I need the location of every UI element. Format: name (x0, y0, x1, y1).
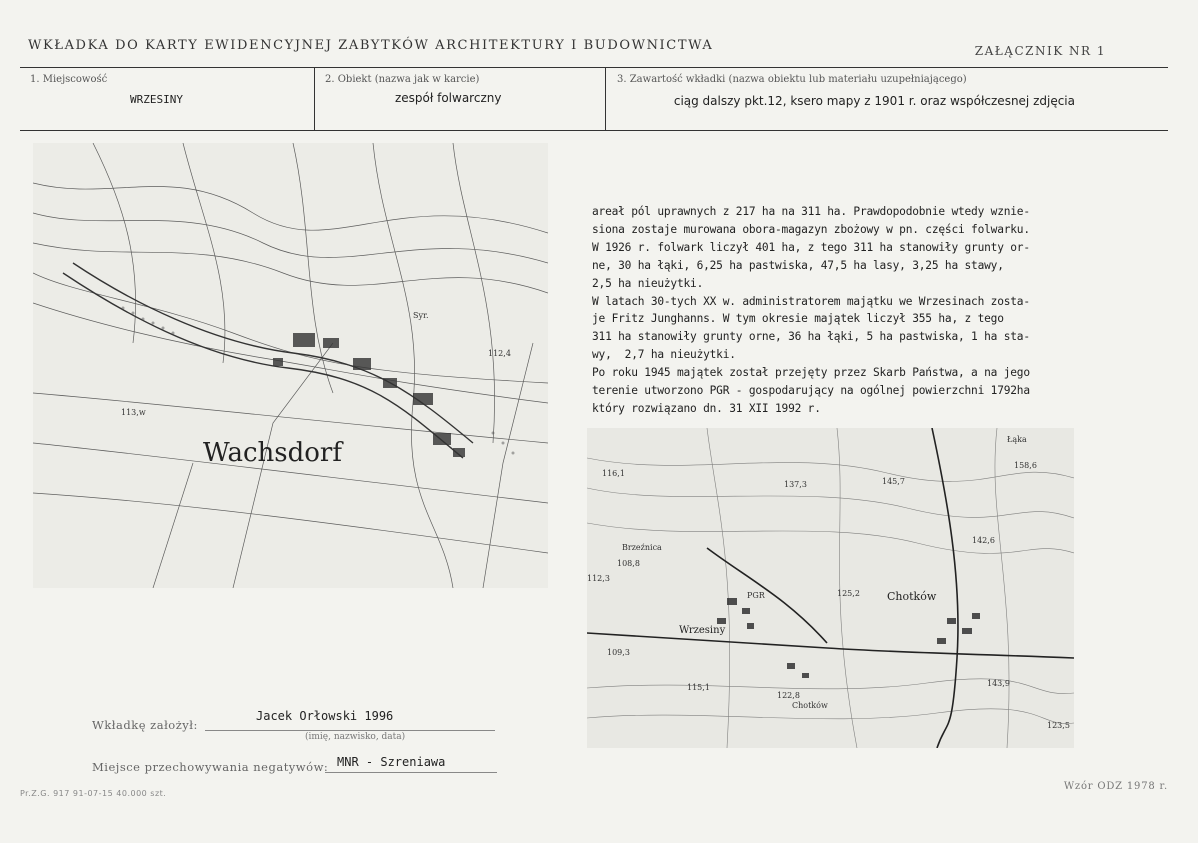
map-label: Łąka (1007, 435, 1027, 444)
text-line: wy, 2,7 ha nieużytki. (592, 348, 736, 362)
locality-label: 1. Miejscowość (30, 74, 108, 85)
created-by-line (205, 730, 495, 731)
historical-map-drawing (33, 143, 548, 588)
map-label: 112,3 (587, 574, 610, 583)
text-line: W 1926 r. folwark liczył 401 ha, z tego 311 ha stanowiły grunty or- (592, 240, 1030, 254)
modern-map-image (587, 428, 1074, 748)
text-line: je Fritz Junghanns. W tym okresie majątek liczył 355 ha, z tego (592, 312, 1004, 326)
map-spot-height: 113,w (121, 408, 146, 417)
negatives-value: MNR - Szreniawa (337, 755, 446, 769)
map-label: 137,3 (784, 480, 807, 489)
contents-label: 3. Zawartość wkładki (nazwa obiektu lub materiału uzupełniającego) (617, 74, 967, 85)
map-label: 116,1 (602, 469, 625, 478)
text-line: areał pól uprawnych z 217 ha na 311 ha. Prawdopodobnie wtedy wznie- (592, 205, 1030, 218)
map-label: Chotków (887, 590, 937, 603)
map-label: Brzeźnica (622, 543, 662, 552)
text-line: 2,5 ha nieużytki. (592, 276, 704, 290)
map-spot-height: 112,4 (488, 349, 511, 358)
map-label: 122,8 (777, 691, 800, 700)
map-label: Wrzesiny (679, 625, 726, 636)
created-by-hint: (imię, nazwisko, data) (305, 732, 406, 742)
map-label: 109,3 (607, 648, 630, 657)
contents-value: ciąg dalszy pkt.12, ksero mapy z 1901 r. oraz współczesnej zdjęcia (673, 94, 1075, 108)
map-spot-height: Syr. (413, 311, 429, 320)
negatives-line (325, 772, 497, 773)
print-note: Pr.Z.G. 917 91-07-15 40.000 szt. (20, 789, 167, 798)
object-value: zespół folwarczny (395, 91, 502, 105)
object-label: 2. Obiekt (nazwa jak w karcie) (325, 74, 480, 85)
map-label: 143,9 (987, 679, 1010, 688)
description-text (592, 203, 1062, 418)
model-note: Wzór ODZ 1978 r. (1063, 781, 1168, 792)
map-label: 142,6 (972, 536, 995, 545)
map-label: 145,7 (882, 477, 905, 486)
locality-cell (20, 68, 315, 130)
text-line: który rozwiązano dn. 31 XII 1992 r. (592, 401, 821, 415)
map-label: Chotków (792, 701, 828, 710)
map-label: 115,1 (687, 683, 710, 692)
negatives-label: Miejsce przechowywania negatywów: (92, 760, 329, 774)
created-by-label: Wkładkę założył: (92, 718, 198, 732)
map-label: 123,5 (1047, 721, 1070, 730)
contents-cell (607, 68, 1167, 130)
text-line: siona zostaje murowana obora-magazyn zbożowy w pn. części folwarku. (592, 222, 1030, 236)
map-label: 125,2 (837, 589, 860, 598)
text-line: W latach 30-tych XX w. administratorem majątku we Wrzesinach zosta- (592, 294, 1030, 308)
text-line: terenie utworzono PGR - gospodarujący na ogólnej powierzchni 1792ha (592, 384, 1030, 398)
form-title: WKŁADKA DO KARTY EWIDENCYJNEJ ZABYTKÓW ARCHITEKTURY I BUDOWNICTWA (28, 38, 714, 53)
text-line: ne, 30 ha łąki, 6,25 ha pastwiska, 47,5 ha lasy, 3,25 ha stawy, (592, 258, 1004, 272)
object-cell (315, 68, 606, 130)
map-label: 108,8 (617, 559, 640, 568)
modern-map-drawing (587, 428, 1074, 748)
text-line: Po roku 1945 majątek został przejęty przez Skarb Państwa, a na jego (592, 366, 1030, 380)
created-by-value: Jacek Orłowski 1996 (256, 709, 394, 723)
map-place-label: Wachsdorf (203, 438, 342, 468)
locality-value: WRZESINY (130, 93, 183, 106)
annex-number: ZAŁĄCZNIK NR 1 (974, 44, 1106, 58)
map-label: 158,6 (1014, 461, 1037, 470)
header-fields-row (20, 67, 1168, 131)
map-label: PGR (747, 591, 765, 600)
text-line: 311 ha stanowiły grunty orne, 36 ha łąki, 5 ha pastwiska, 1 ha sta- (592, 330, 1030, 344)
historical-map-image (33, 143, 548, 588)
